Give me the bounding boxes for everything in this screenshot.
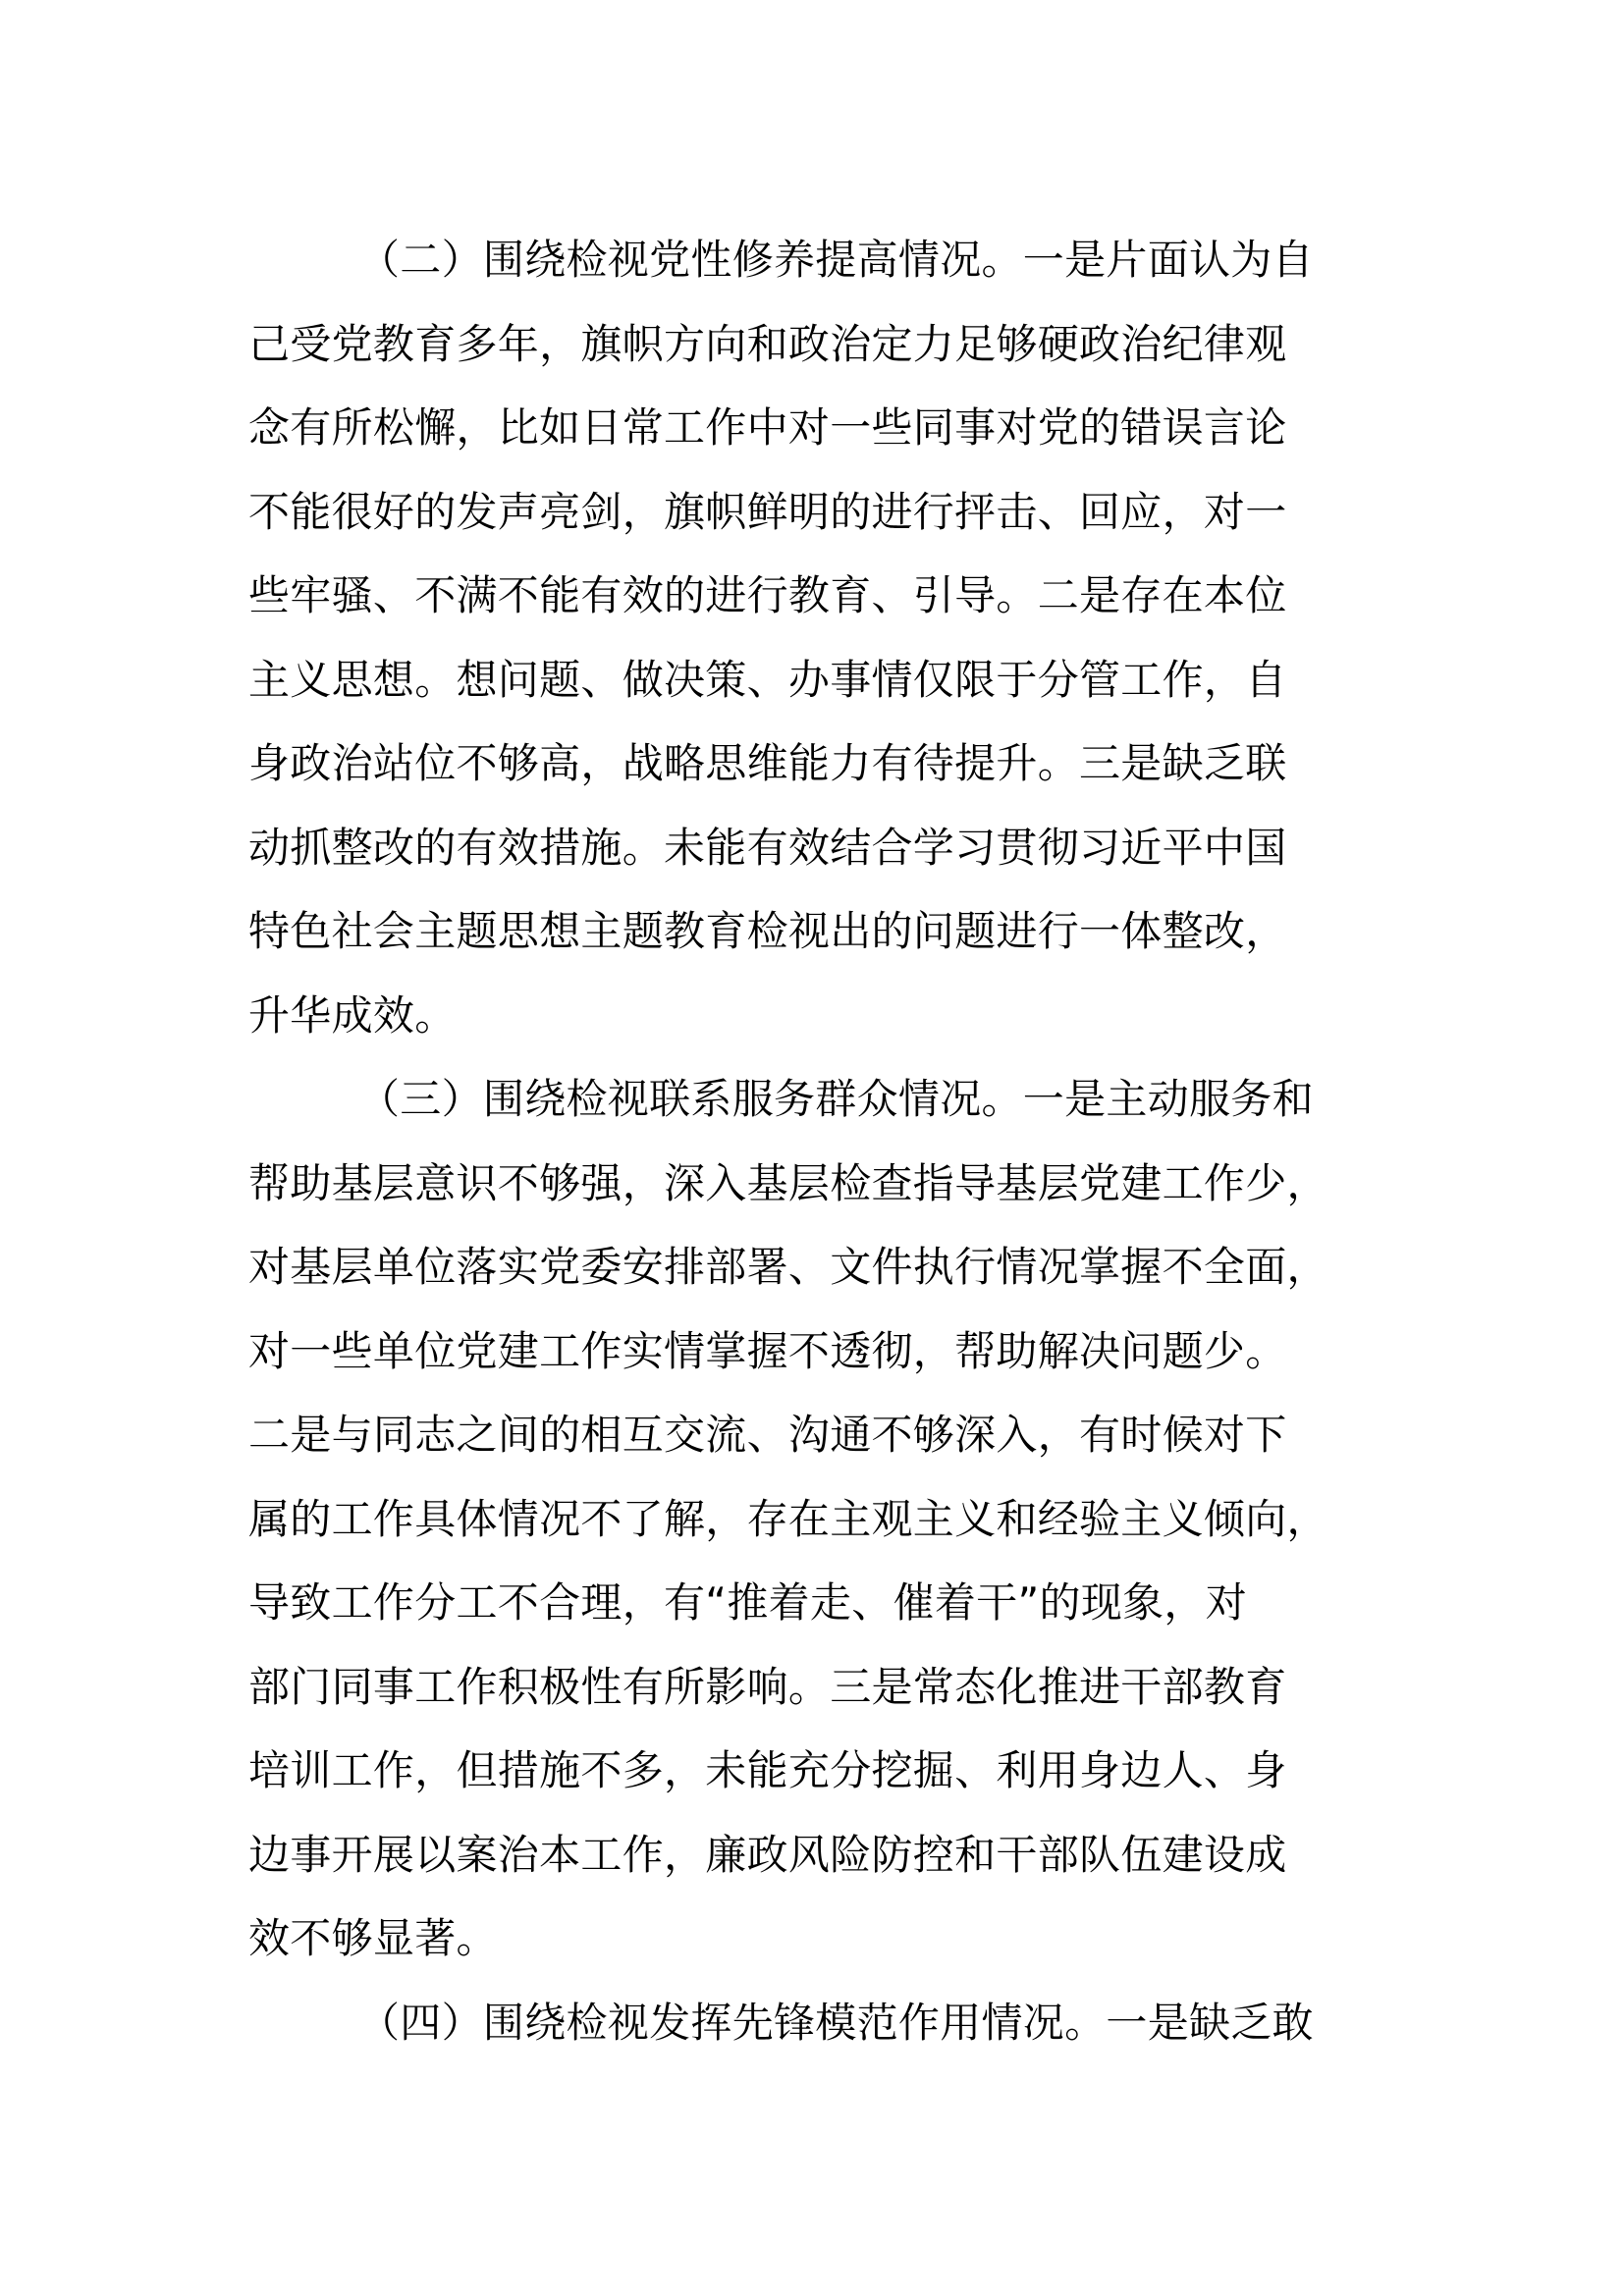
- text-line: 升华成效。: [248, 990, 457, 1040]
- text-line: 身政治站位不够高，战略思维能力有待提升。三是缺乏联: [248, 739, 1287, 787]
- text-line: 特色社会主题思想主题教育检视出的问题进行一体整改，: [248, 907, 1287, 955]
- paragraph-4: [248, 1981, 1348, 2065]
- text-line: 二是与同志之间的相互交流、沟通不够深入，有时候对下: [248, 1411, 1287, 1459]
- text-line: （三）围绕检视联系服务群众情况。一是主动服务和: [358, 1075, 1314, 1123]
- text-line: 对一些单位党建工作实情掌握不透彻，帮助解决问题少。: [248, 1326, 1287, 1375]
- text-line: （四）围绕检视发挥先锋模范作用情况。一是缺乏敢: [358, 1998, 1314, 2047]
- text-line: 边事开展以案治本工作，廉政风险防控和干部队伍建设成: [248, 1830, 1287, 1879]
- text-line: 动抓整改的有效措施。未能有效结合学习贯彻习近平中国: [248, 823, 1287, 872]
- text-line: 属的工作具体情况不了解，存在主观主义和经验主义倾向，: [248, 1494, 1328, 1543]
- document-page: [248, 218, 1348, 2064]
- text-line: （二）围绕检视党性修养提高情况。一是片面认为自: [358, 236, 1314, 284]
- text-line: 对基层单位落实党委安排部署、文件执行情况掌握不全面，: [248, 1243, 1328, 1291]
- paragraph-3: [248, 1057, 1348, 1981]
- text-line: 帮助基层意识不够强，深入基层检查指导基层党建工作少，: [248, 1158, 1328, 1207]
- text-line: 主义思想。想问题、做决策、办事情仅限于分管工作，自: [248, 655, 1287, 704]
- text-line: 导致工作分工不合理，有“推着走、催着干”的现象，对: [248, 1578, 1248, 1627]
- text-line: 些牢骚、不满不能有效的进行教育、引导。二是存在本位: [248, 571, 1287, 619]
- text-line: 部门同事工作积极性有所影响。三是常态化推进干部教育: [248, 1662, 1287, 1711]
- text-line: 念有所松懈，比如日常工作中对一些同事对党的错误言论: [248, 403, 1287, 452]
- paragraph-2: [248, 218, 1348, 1057]
- text-line: 培训工作，但措施不多，未能充分挖掘、利用身边人、身: [248, 1746, 1287, 1794]
- text-line: 不能很好的发声亮剑，旗帜鲜明的进行抨击、回应，对一: [248, 487, 1287, 536]
- text-line: 己受党教育多年，旗帜方向和政治定力足够硬政治纪律观: [248, 319, 1287, 368]
- text-line: 效不够显著。: [248, 1914, 498, 1962]
